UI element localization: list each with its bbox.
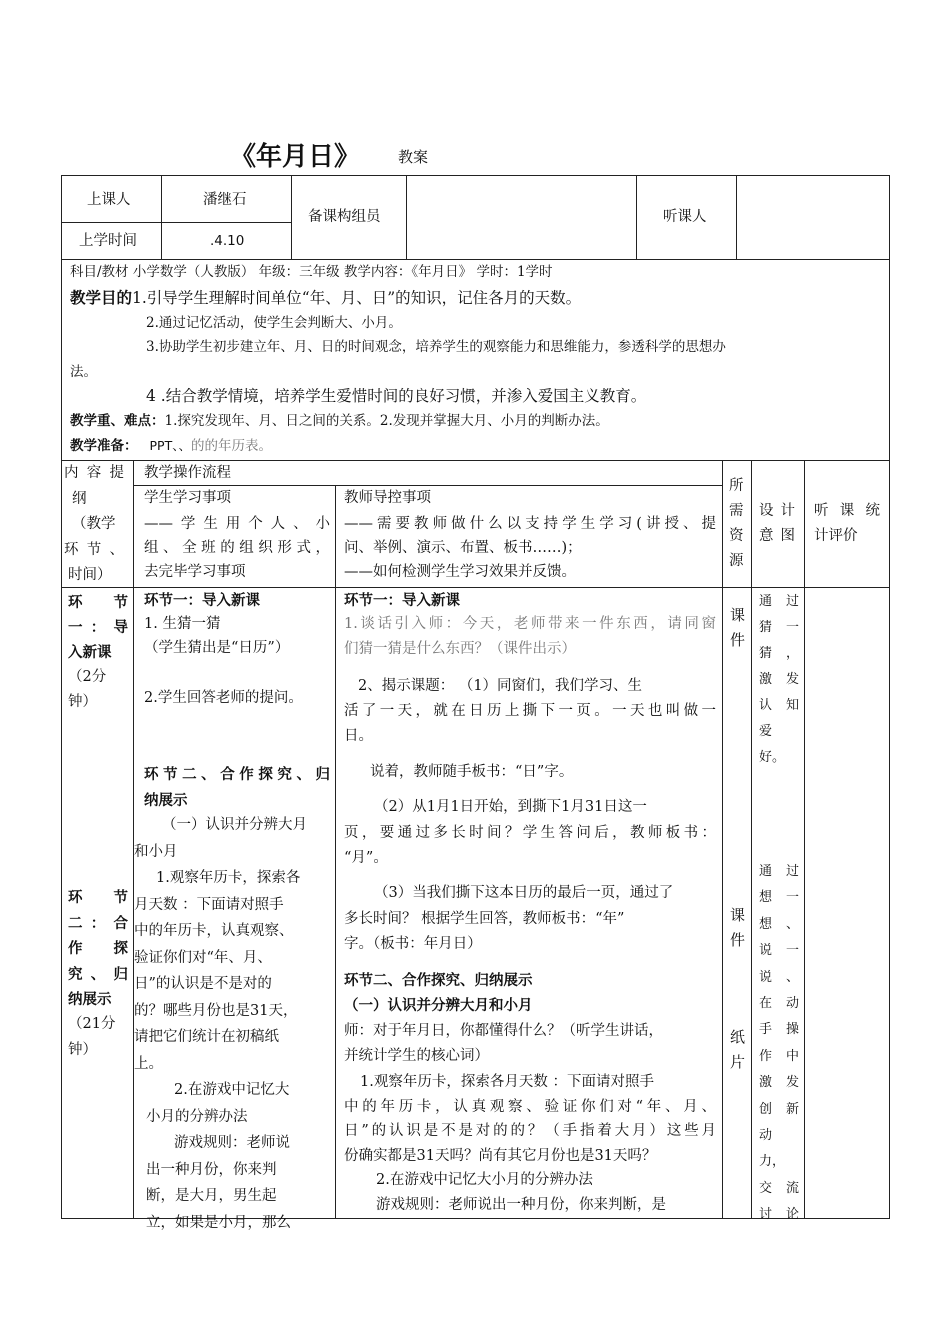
teacher-t2-title: 环节二、合作探究、归纳展示: [344, 972, 533, 989]
prep-text-2: 的的年历表。: [190, 438, 272, 454]
content-col-header: 内容提 纲 （教学 环节、 时间）: [64, 465, 124, 583]
design-intent-1: 通 过 猜一 猜， 激 发 认 知 爱 好。: [759, 594, 799, 765]
teacher-t2-game: 2.在游戏中记忆大小月的分辨办法: [376, 1172, 593, 1188]
section1-label: 环 节 一：导 入新课: [68, 594, 128, 661]
time-label: 上学时间: [79, 233, 137, 249]
student-s1-l2: （学生猜出是“日历”）: [144, 640, 290, 656]
flow-title: 教学操作流程: [144, 465, 231, 481]
goal-1: 1.引导学生理解时间单位“年、月、日”的知识，记住各月的天数。: [132, 289, 582, 307]
student-s1-title: 环节一：导入新课: [144, 592, 260, 609]
document-title: 《年月日》: [230, 142, 361, 172]
resource-courseware-1: 课 件: [730, 606, 746, 649]
section2-label: 环 节 二：合 作 探 究、归 纳展示: [68, 889, 128, 1008]
teacher-t1-title: 环节一：导入新课: [344, 592, 460, 609]
design-intent-2: 通 过 想一 想、 说 一 说、 在 动 手 操 作 中 激 发 创 新 动 力， 交 流 讨 论: [759, 864, 799, 1223]
teacher-t1-intro: 1.谈话引入师：今天，老师带来一件东西，请同窗 们猜一猜是什么东西？（课件出示）: [344, 616, 716, 657]
teacher-col-title: 教师导控事项: [344, 490, 431, 506]
design-col-header: 设计 意图: [759, 503, 795, 544]
teacher-t2-intro: 师：对于年月日，你都懂得什么？（听学生讲话， 并统计学生的核心词）: [344, 1023, 663, 1064]
teacher-t1-month: （2）从1月1日开始，到撕下1月31日这一 页，要通过多长时间？学生答问后，教师板书： “月”。: [344, 799, 716, 866]
document-subtitle: 教案: [398, 148, 429, 166]
prep-group-label: 备课构组员: [308, 209, 381, 225]
student-col-title: 学生学习事项: [144, 490, 231, 506]
key-points-line: [70, 411, 609, 432]
prep-label: 教学准备：: [70, 438, 138, 454]
teacher-t2-sub: （一）认识并分辨大月和小月: [344, 997, 533, 1014]
teacher-value: 潘继石: [203, 192, 247, 208]
goal-4: 4 .结合教学情境，培养学生爱惜时间的良好习惯，并渗入爱国主义教育。: [146, 387, 647, 405]
subject-line: 科目/教材 小学数学（人教版） 年级：三年级 教学内容：《年月日》 学时：1学时: [70, 264, 553, 280]
goal-line-1: [70, 287, 581, 309]
section1-time: （2分 钟）: [68, 669, 107, 710]
resource-paper-cards: 纸 片: [730, 1028, 746, 1071]
student-s2-title: 环节二、合作探究、归 纳展示: [144, 766, 330, 809]
teacher-t1-board-day: 说着，教师随手板书：“日”字。: [370, 764, 574, 780]
prep-text-1: PPT、、: [149, 438, 191, 453]
resource-courseware-2: 课 件: [730, 906, 746, 949]
goal-label: 教学目的: [70, 288, 133, 307]
teacher-t1-reveal: 2、揭示课题： （1）同窗们，我们学习、生 活了一天，就在日历上撕下一页。一天也叫做一 日。: [344, 678, 716, 744]
evaluation-col-header: 听课统 计评价: [814, 503, 880, 544]
student-s1-l3: 2.学生回答老师的提问。: [144, 690, 303, 706]
goal-2: 2.通过记忆活动，使学生会判断大、小月。: [146, 315, 402, 331]
teacher-t2-observe: 1.观察年历卡，探索各月天数 ：下面请对照手 中的年历卡，认真观察、验证你们对“年、月、 日”的认识是不是对的的？（手指着大月）这些月 份确实都是31天吗？尚有其它月份也是31天吗？: [344, 1074, 716, 1164]
goal-3b: 法。: [70, 364, 97, 380]
student-s1-l1: 1. 生猜一猜: [144, 616, 221, 632]
student-col-desc: ——学生用个人、小 组、全班的组织形式， 去完毕学习事项: [144, 516, 330, 580]
teacher-t2-rules: 游戏规则：老师说出一种月份，你来判断，是: [376, 1197, 666, 1213]
key-text: 1.探究发现年、月、日之间的关系。2.发现并掌握大月、小月的判断办法。: [164, 413, 609, 429]
key-label: 教学重、难点：: [70, 413, 165, 429]
section2-time: （21分 钟）: [68, 1016, 116, 1058]
student-s2-body: （一）认识并分辨大月 和小月 1.观察年历卡，探索各 月天数 ：下面请对照手 中的年历卡，认真观察、 验证你们对“年、月、 日”的认识是不是对的 的？哪些月份也是31天， 请把它们统计在初稿纸 上。 2.在游戏中记忆大 小月的分辨办法 游戏规则：老师说 出一种月份，你来判 断，是大月，男生起 立，如果是小月，那么: [134, 817, 307, 1231]
resource-col-header: 所 需 资 源: [729, 478, 744, 569]
teacher-t1-year: （3）当我们撕下这本日历的最后一页，通过了 多长时间？ 根据学生回答，教师板书：“年” 字。（板书：年月日）: [344, 885, 674, 952]
time-value: .4.10: [210, 233, 245, 249]
teacher-label: 上课人: [87, 192, 131, 208]
listener-label: 听课人: [663, 209, 707, 225]
prep-line: [70, 435, 272, 457]
teacher-col-desc: ——需要教师做什么以支持学生学习(讲授、提 问、举例、演示、布置、板书……)； ——如何检测学生学习效果并反馈。: [344, 516, 716, 580]
goal-3a: 3.协助学生初步建立年、月、日的时间观念，培养学生的观察能力和思维能力，参透科学的思想办: [146, 339, 726, 355]
